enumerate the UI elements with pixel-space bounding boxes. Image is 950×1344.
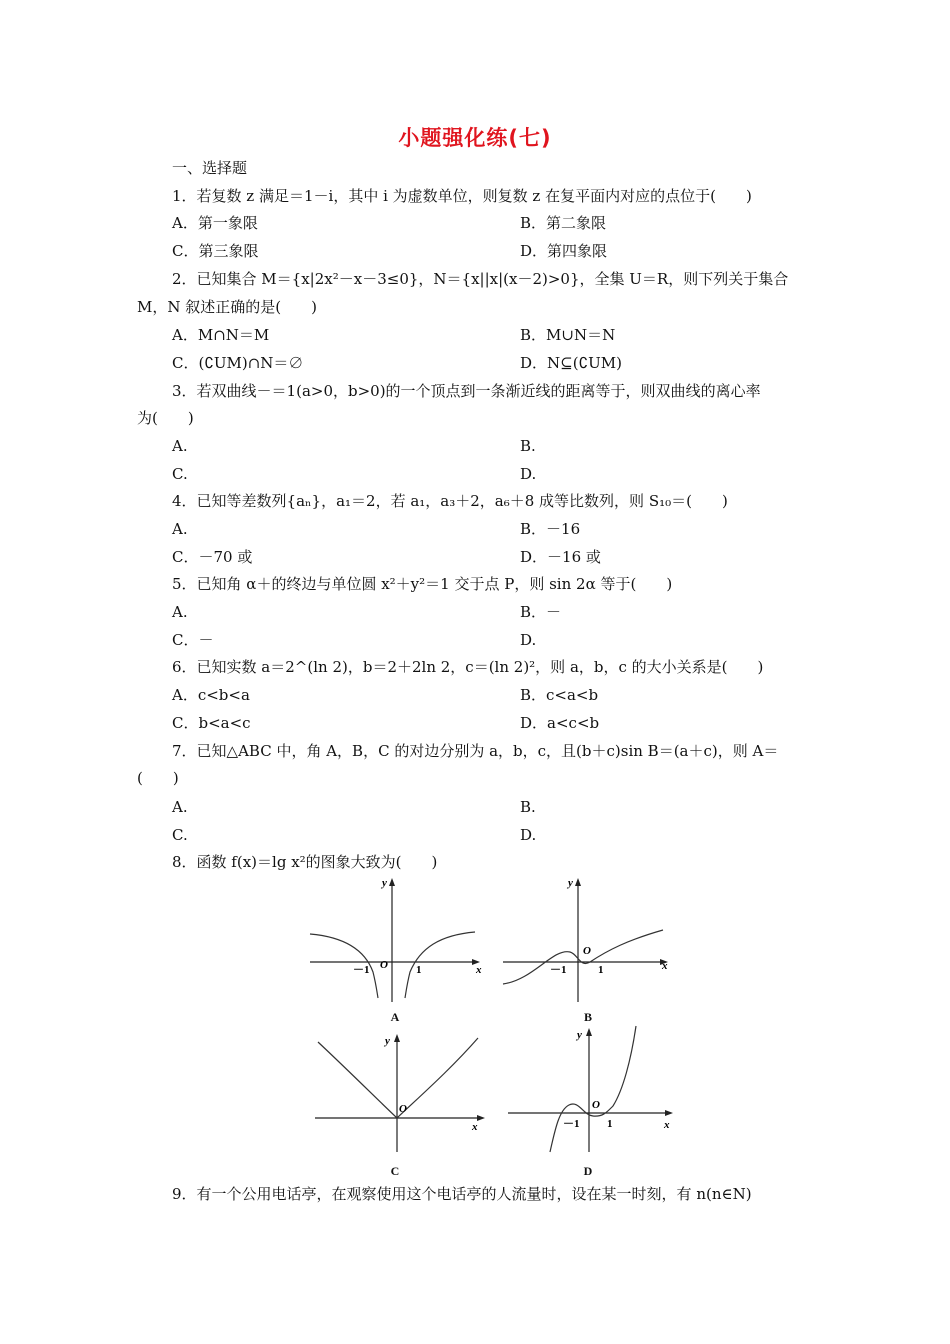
- graph-c-label: C: [390, 1164, 400, 1178]
- question-2-stem: 2．已知集合 M＝{x|2x²－x－3≤0}，N＝{x||x|(x－2)>0}，全集 U＝R，则下列关于集合: [172, 270, 789, 288]
- question-5-option-b[interactable]: B．－: [520, 603, 562, 621]
- graph-d-tick-neg: －1: [563, 1118, 580, 1130]
- graph-b-origin: O: [583, 945, 591, 957]
- question-3-option-b[interactable]: B.: [520, 437, 536, 455]
- question-3-option-d[interactable]: D.: [520, 465, 537, 483]
- graph-c-x-label: x: [472, 1121, 478, 1133]
- question-7-stem: 7．已知△ABC 中，角 A，B，C 的对边分别为 a，b，c，且(b＋c)sin B＝(a＋c)，则 A＝: [172, 742, 779, 760]
- question-6-option-d[interactable]: D．a<c<b: [520, 714, 600, 732]
- graph-a-label: A: [390, 1010, 400, 1024]
- question-1-option-c[interactable]: C．第三象限: [172, 242, 259, 260]
- question-7-option-b[interactable]: B.: [520, 798, 536, 816]
- graph-d-label: D: [583, 1164, 593, 1178]
- graph-b-tick-pos: 1: [598, 964, 604, 976]
- question-3-option-c[interactable]: C.: [172, 465, 188, 483]
- question-7-option-a[interactable]: A.: [172, 798, 188, 816]
- question-6-stem: 6．已知实数 a＝2^(ln 2)，b＝2＋2ln 2，c＝(ln 2)²，则 a，b，c 的大小关系是( ): [172, 658, 764, 676]
- graph-a[interactable]: [305, 872, 485, 1024]
- question-1-option-b[interactable]: B．第二象限: [520, 214, 607, 232]
- question-8-stem: 8．函数 f(x)＝lg x²的图象大致为( ): [172, 853, 438, 871]
- question-3-stem: 3．若双曲线－＝1(a>0，b>0)的一个顶点到一条渐近线的距离等于，则双曲线的离心率: [172, 382, 761, 400]
- graph-d-y-label: y: [577, 1029, 582, 1041]
- question-4-option-d[interactable]: D．－16 或: [520, 548, 601, 566]
- graph-b-tick-neg: －1: [550, 964, 567, 976]
- question-6-option-c[interactable]: C．b<a<c: [172, 714, 251, 732]
- question-3-stem-cont: 为( ): [137, 409, 194, 427]
- question-4-option-b[interactable]: B．－16: [520, 520, 581, 538]
- question-5-option-a[interactable]: A.: [172, 603, 188, 621]
- question-5-stem: 5．已知角 α＋的终边与单位圆 x²＋y²＝1 交于点 P，则 sin 2α 等于( ): [172, 575, 673, 593]
- question-6-option-b[interactable]: B．c<a<b: [520, 686, 599, 704]
- graph-a-x-label: x: [476, 964, 482, 976]
- question-7-option-d[interactable]: D.: [520, 826, 537, 844]
- question-7-stem-cont: ( ): [137, 769, 179, 787]
- question-6-option-a[interactable]: A．c<b<a: [172, 686, 250, 704]
- graph-b-label: B: [583, 1010, 592, 1024]
- graph-d-x-label: x: [664, 1119, 670, 1131]
- question-1-stem: 1．若复数 z 满足＝1－i，其中 i 为虚数单位，则复数 z 在复平面内对应的点位于( ): [172, 187, 752, 205]
- question-1-option-a[interactable]: A．第一象限: [172, 214, 258, 232]
- question-4-option-a[interactable]: A.: [172, 520, 188, 538]
- question-2-option-a[interactable]: A．M∩N＝M: [172, 326, 270, 344]
- graph-a-tick-pos: 1: [416, 964, 422, 976]
- section-heading: 一、选择题: [172, 159, 248, 177]
- graph-a-y-label: y: [382, 877, 387, 889]
- question-2-option-b[interactable]: B．M∪N＝N: [520, 326, 616, 344]
- graph-b-x-label: x: [662, 960, 668, 972]
- question-2-stem-cont: M，N 叙述正确的是( ): [137, 298, 317, 316]
- question-2-option-c[interactable]: C．(∁UM)∩N＝∅: [172, 354, 304, 372]
- question-2-option-d[interactable]: D．N⊆(∁UM): [520, 354, 622, 372]
- question-5-option-c[interactable]: C．－: [172, 631, 214, 649]
- question-1-option-d[interactable]: D．第四象限: [520, 242, 608, 260]
- question-3-option-a[interactable]: A.: [172, 437, 188, 455]
- graph-d[interactable]: [503, 1020, 683, 1178]
- question-7-option-c[interactable]: C.: [172, 826, 188, 844]
- graph-d-origin: O: [592, 1099, 600, 1111]
- graph-b-y-label: y: [568, 877, 573, 889]
- graph-c[interactable]: [310, 1030, 490, 1178]
- question-4-option-c[interactable]: C．－70 或: [172, 548, 253, 566]
- graph-c-y-label: y: [385, 1035, 390, 1047]
- question-4-stem: 4．已知等差数列{aₙ}，a₁＝2，若 a₁，a₃＋2，a₆＋8 成等比数列，则 S₁₀＝( ): [172, 492, 728, 510]
- question-9-stem: 9．有一个公用电话亭，在观察使用这个电话亭的人流量时，设在某一时刻，有 n(n∈N): [172, 1185, 752, 1203]
- graph-c-origin: O: [399, 1103, 407, 1115]
- page-title: 小题强化练(七): [398, 126, 552, 150]
- graph-a-tick-neg: －1: [353, 964, 370, 976]
- question-5-option-d[interactable]: D.: [520, 631, 537, 649]
- graph-a-origin: O: [380, 959, 388, 971]
- graph-b[interactable]: [498, 872, 678, 1024]
- graph-d-tick-pos: 1: [607, 1118, 613, 1130]
